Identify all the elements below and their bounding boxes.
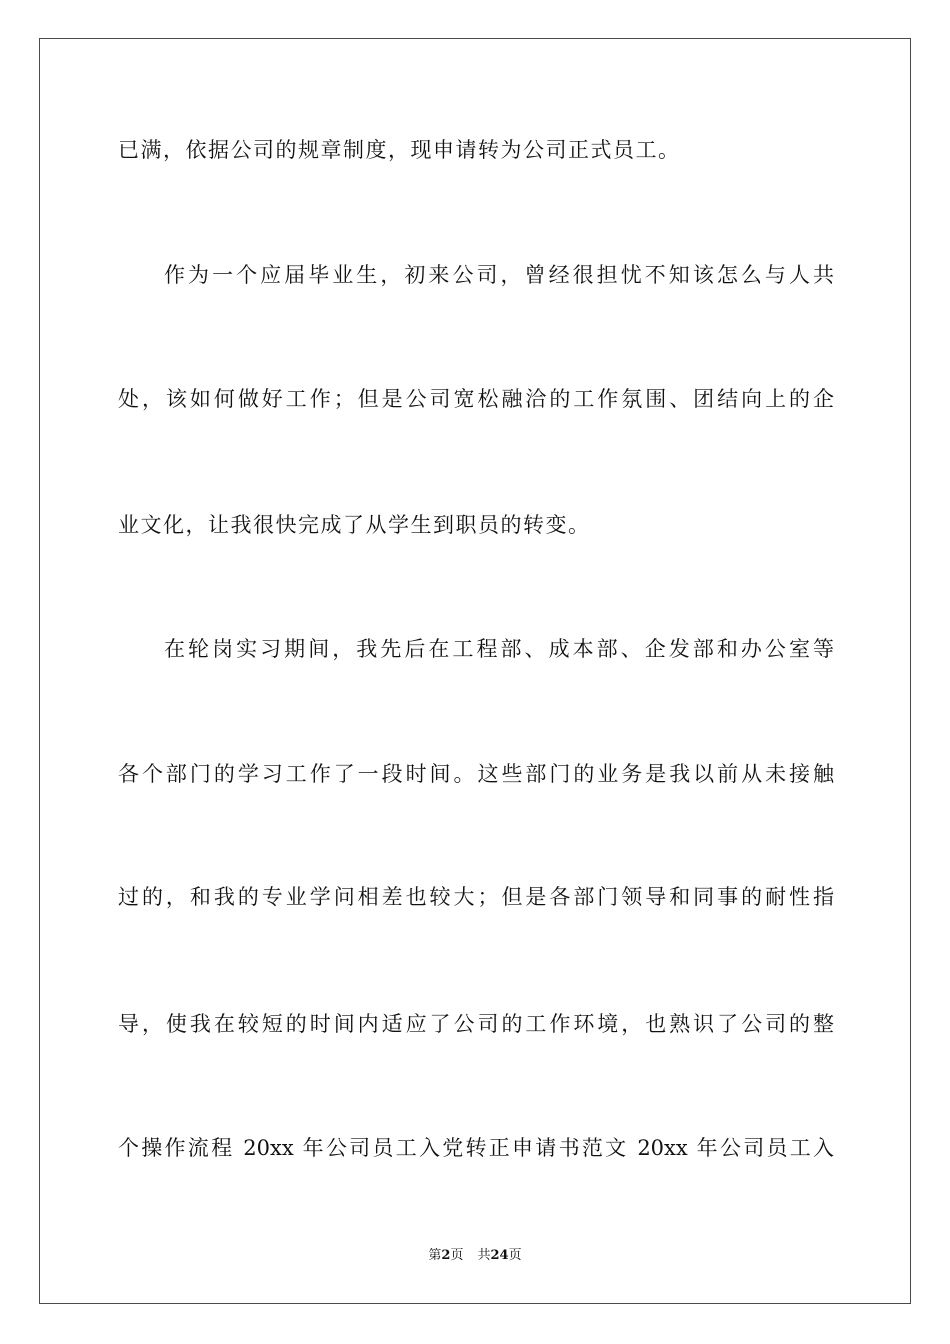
total-prefix: 共 [477, 1248, 491, 1263]
page-number: 2 [441, 1248, 451, 1263]
text-line: 业文化，让我很快完成了从学生到职员的转变。 [118, 513, 591, 537]
page-suffix: 页 [450, 1248, 464, 1263]
text-line: 个操作流程 20xx 年公司员工入党转正申请书范文 20xx 年公司员工入 [118, 1136, 834, 1160]
text-line: 已满，依据公司的规章制度，现申请转为公司正式员工。 [118, 138, 681, 162]
total-pages: 24 [490, 1248, 509, 1263]
page-border [39, 38, 911, 1304]
total-suffix: 页 [508, 1248, 522, 1263]
page-footer [0, 1247, 950, 1265]
text-line: 在轮岗实习期间，我先后在工程部、成本部、企发部和办公室等 [164, 637, 834, 661]
text-line: 处，该如何做好工作；但是公司宽松融洽的工作氛围、团结向上的企 [118, 387, 834, 411]
text-line: 导，使我在较短的时间内适应了公司的工作环境，也熟识了公司的整 [118, 1012, 834, 1036]
text-line: 过的，和我的专业学问相差也较大；但是各部门领导和同事的耐性指 [118, 885, 834, 909]
page-prefix: 第 [428, 1248, 442, 1263]
text-line: 各个部门的学习工作了一段时间。这些部门的业务是我以前从未接触 [118, 762, 834, 786]
text-line: 作为一个应届毕业生，初来公司，曾经很担忧不知该怎么与人共 [164, 263, 834, 287]
